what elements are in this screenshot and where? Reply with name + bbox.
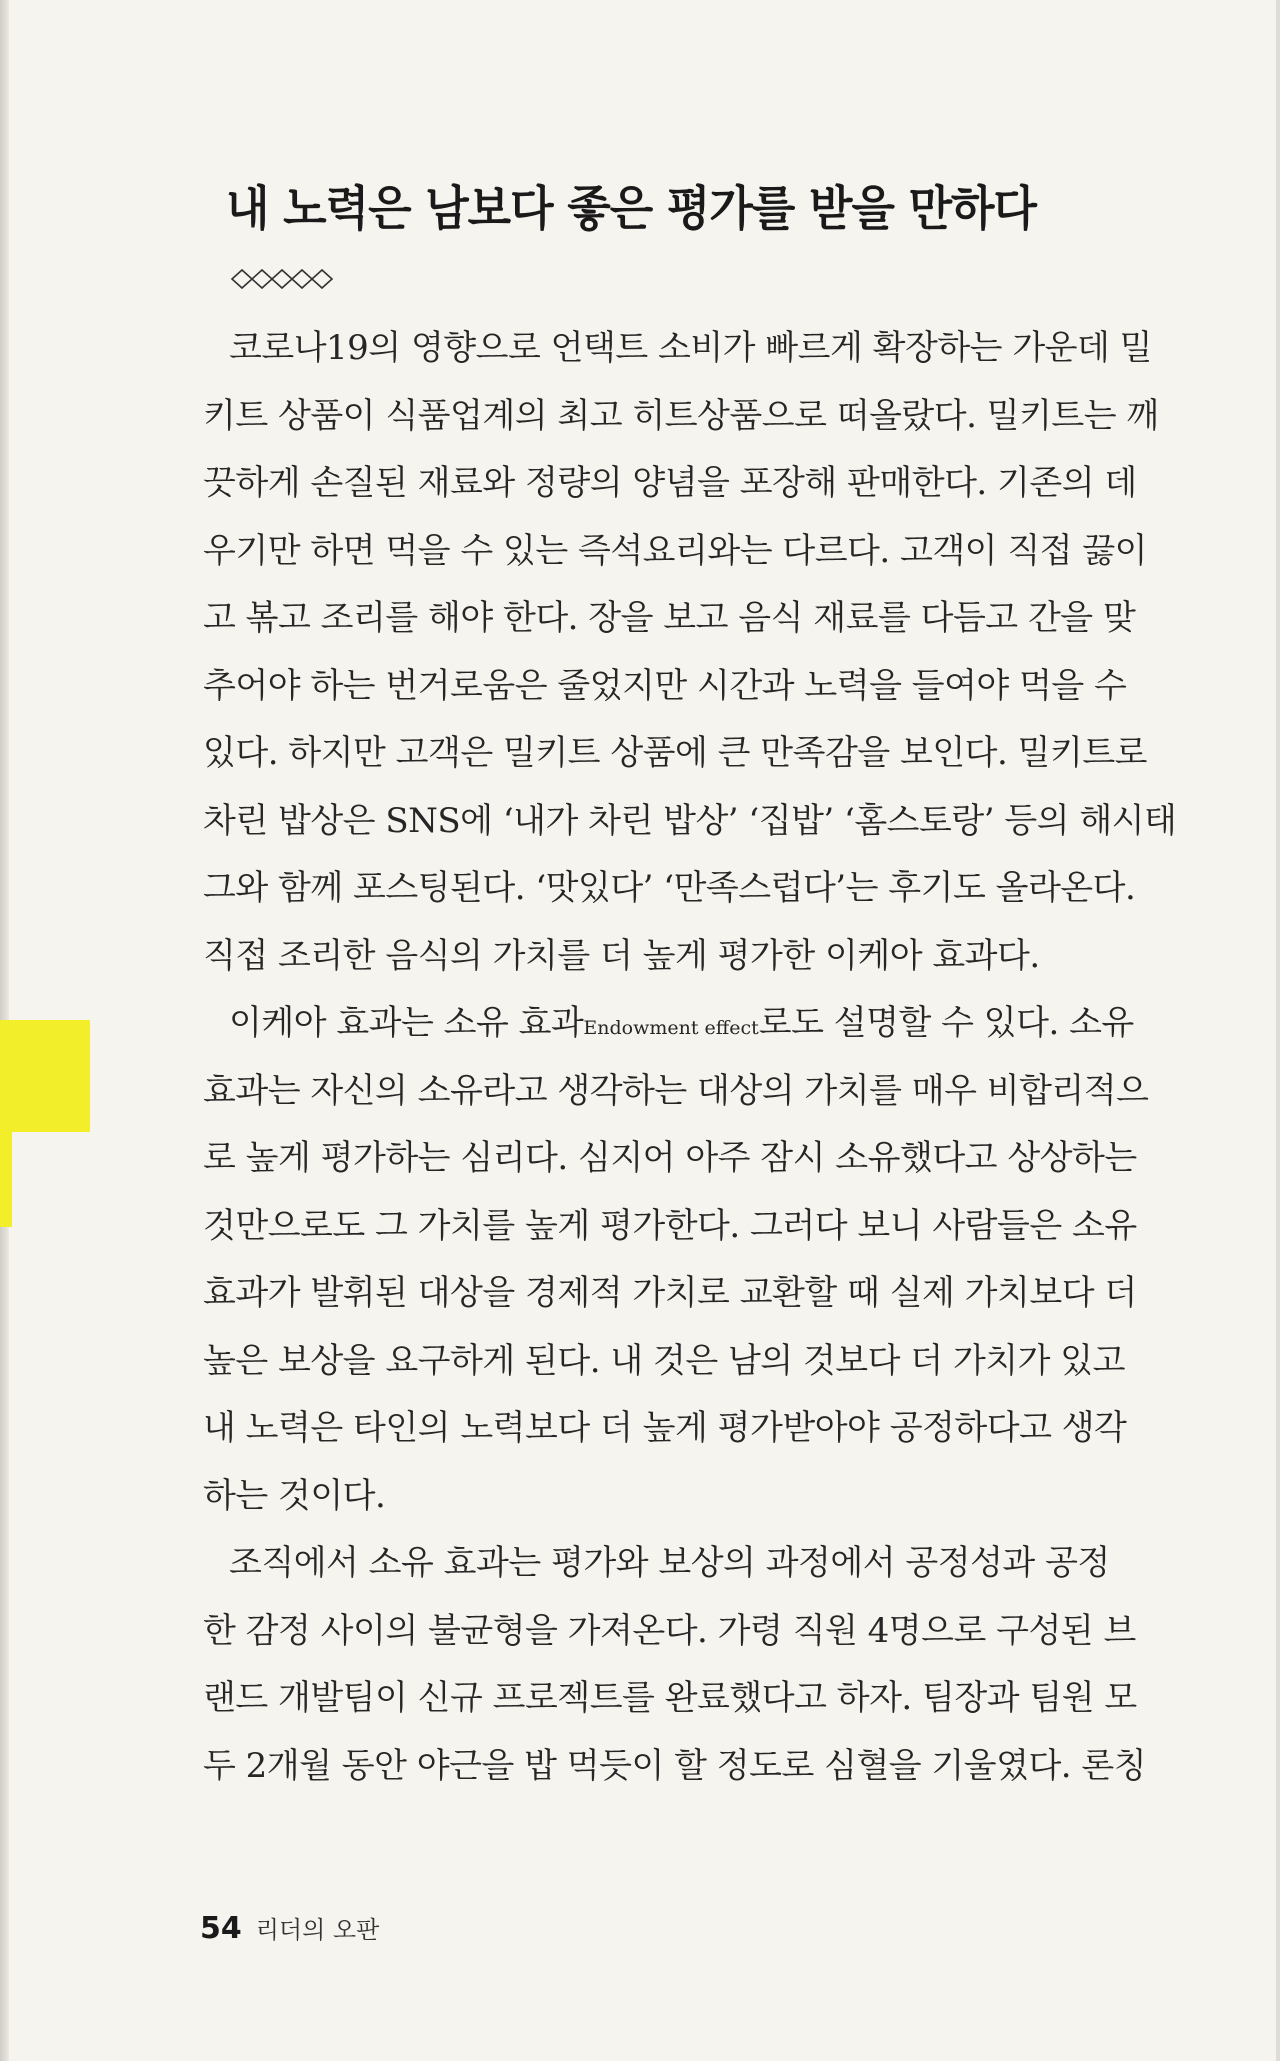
text-line [203, 990, 1134, 1058]
text-line: 고 볶고 조리를 해야 한다. 장을 보고 음식 재료를 다듬고 간을 맞 [203, 598, 1136, 638]
text-line: 조직에서 소유 효과는 평가와 보상의 과정에서 공정성과 공정 [229, 1543, 1110, 1583]
text-segment: 이케아 효과는 소유 효과 [229, 1003, 584, 1043]
running-title: 리더의 오판 [255, 1916, 380, 1944]
text-line: 하는 것이다. [203, 1475, 386, 1516]
text-line: 직접 조리한 음식의 가치를 더 높게 평가한 이케아 효과다. [203, 935, 1040, 976]
text-line: 로 높게 평가하는 심리다. 심지어 아주 잠시 소유했다고 상상하는 [203, 1138, 1137, 1178]
text-line: 효과가 발휘된 대상을 경제적 가치로 교환할 때 실제 가치보다 더 [203, 1273, 1137, 1313]
text-line: 차린 밥상은 SNS에 ‘내가 차린 밥상’ ‘집밥’ ‘홈스토랑’ 등의 해시태 [203, 800, 1177, 841]
text-line: 두 2개월 동안 야근을 밥 먹듯이 할 정도로 심혈을 기울였다. 론칭 [203, 1745, 1147, 1786]
page-right-edge [1276, 0, 1280, 2061]
page-number: 54 [200, 1911, 242, 1946]
text-segment: 로도 설명할 수 있다. 소유 [758, 1003, 1134, 1043]
sticky-note-flag-strip [0, 1132, 12, 1227]
text-line: 키트 상품이 식품업계의 최고 히트상품으로 떠올랐다. 밀키트는 깨 [203, 395, 1159, 436]
paragraph-2 [203, 990, 1149, 1530]
page-footer [200, 1910, 379, 1946]
text-line: 효과는 자신의 소유라고 생각하는 대상의 가치를 매우 비합리적으 [203, 1070, 1149, 1111]
text-line: 추어야 하는 번거로움은 줄었지만 시간과 노력을 들여야 먹을 수 [203, 665, 1127, 706]
text-line: 코로나19의 영향으로 언택트 소비가 빠르게 확장하는 가운데 밀 [229, 328, 1153, 368]
text-line: 것만으로도 그 가치를 높게 평가한다. 그러다 보니 사람들은 소유 [203, 1205, 1137, 1246]
text-line: 한 감정 사이의 불균형을 가져온다. 가령 직원 4명으로 구성된 브 [203, 1610, 1136, 1651]
text-line: 그와 함께 포스팅된다. ‘맛있다’ ‘만족스럽다’는 후기도 올라온다. [203, 868, 1136, 908]
text-line: 있다. 하지만 고객은 밀키트 상품에 큰 만족감을 보인다. 밀키트로 [203, 733, 1148, 773]
text-line: 높은 보상을 요구하게 된다. 내 것은 남의 것보다 더 가치가 있고 [203, 1340, 1125, 1381]
body-text [203, 315, 1177, 1800]
section-heading: 내 노력은 남보다 좋은 평가를 받을 만하다 [226, 180, 1036, 237]
diamond-chain-icon [230, 268, 342, 290]
paragraph-3 [203, 1530, 1147, 1800]
text-line: 끗하게 손질된 재료와 정량의 양념을 포장해 판매한다. 기존의 데 [203, 463, 1137, 503]
text-line: 내 노력은 타인의 노력보다 더 높게 평가받아야 공정하다고 생각 [203, 1408, 1127, 1448]
english-term: Endowment effect [583, 1017, 759, 1039]
sticky-note-flag [0, 1020, 90, 1132]
text-line: 우기만 하면 먹을 수 있는 즉석요리와는 다르다. 고객이 직접 끓이 [203, 530, 1148, 571]
text-line: 랜드 개발팀이 신규 프로젝트를 완료했다고 하자. 팀장과 팀원 모 [203, 1678, 1137, 1718]
paragraph-1 [203, 315, 1177, 990]
